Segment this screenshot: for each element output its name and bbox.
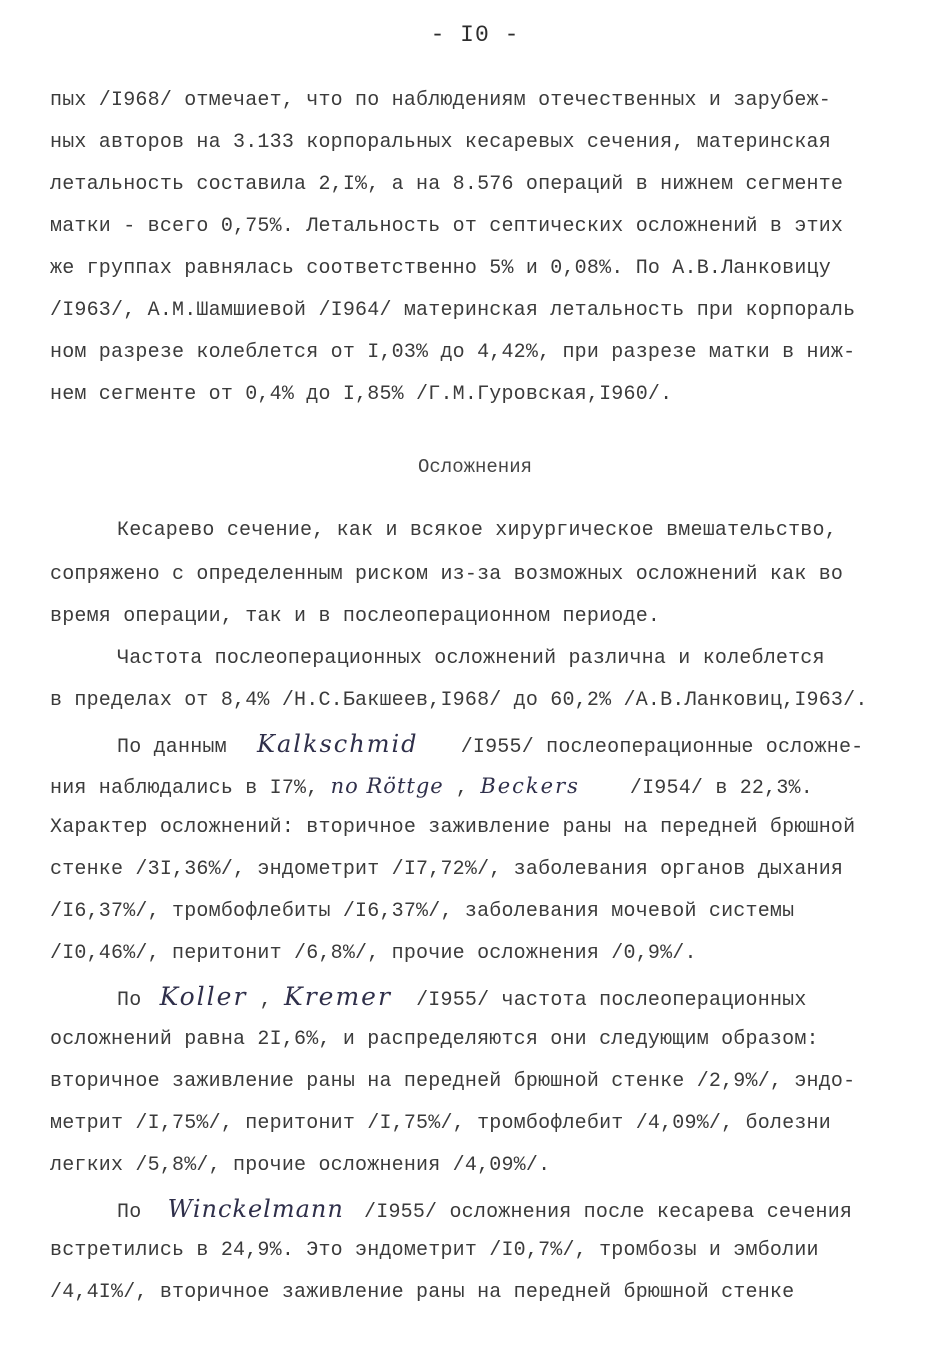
text-fragment: , — [247, 989, 285, 1012]
text-line: метрит /I,75%/, перитонит /I,75%/, тромбофлебит /4,09%/, болезни — [50, 1112, 831, 1135]
text-fragment: По данным — [117, 736, 227, 759]
text-line — [50, 773, 813, 802]
text-line — [117, 731, 863, 761]
text-fragment: По — [117, 1201, 142, 1224]
text-line: ных авторов на 3.133 корпоральных кесаревых сечения, материнская — [50, 131, 831, 154]
text-line: осложнений равна 2I,6%, и распределяются они следующим образом: — [50, 1028, 819, 1051]
text-line: /I6,37%/, тромбофлебиты /I6,37%/, заболевания мочевой системы — [50, 900, 795, 923]
text-line: вторичное заживление раны на передней брюшной стенке /2,9%/, эндо- — [50, 1070, 856, 1093]
text-line: нем сегменте от 0,4% до I,85% /Г.М.Гуровская,I960/. — [50, 383, 673, 406]
text-fragment: По — [117, 989, 142, 1012]
text-line: время операции, так и в послеоперационном периоде. — [50, 605, 661, 628]
text-fragment: /I955/ частота послеоперационных — [416, 989, 807, 1012]
text-line: /4,4I%/, вторичное заживление раны на передней брюшной стенке — [50, 1281, 795, 1304]
handwritten-author: Beckers — [480, 774, 580, 798]
handwritten-author: Winckelmann — [167, 1195, 344, 1223]
text-line — [117, 984, 807, 1014]
text-line: в пределах от 8,4% /Н.С.Бакшеев,I968/ до 60,2% /А.В.Ланковиц,I963/. — [50, 689, 868, 712]
text-fragment: /I954/ в 22,3%. — [629, 777, 813, 800]
text-fragment: /I955/ послеоперационные осложне- — [460, 736, 864, 759]
text-line: стенке /3I,36%/, эндометрит /I7,72%/, заболевания органов дыхания — [50, 858, 844, 881]
text-line: Характер осложнений: вторичное заживление раны на передней брюшной — [50, 816, 856, 839]
text-line: пых /I968/ отмечает, что по наблюдениям отечественных и зарубеж- — [50, 89, 831, 112]
text-line: Частота послеоперационных осложнений различна и колеблется — [117, 647, 825, 670]
text-line: матки - всего 0,75%. Летальность от септических осложнений в этих — [50, 215, 844, 238]
handwritten-author: по Röttge — [330, 774, 444, 798]
text-line: встретились в 24,9%. Это эндометрит /I0,7%/, тромбозы и эмболии — [50, 1239, 819, 1262]
text-line: сопряжено с определенным риском из-за возможных осложнений как во — [50, 563, 844, 586]
section-heading: Осложнения — [417, 456, 533, 478]
text-fragment: , — [443, 777, 481, 800]
text-line — [117, 1196, 852, 1226]
text-line: летальность составила 2,I%, а на 8.576 операций в нижнем сегменте — [50, 173, 844, 196]
text-line: ном разрезе колеблется от I,03% до 4,42%, при разрезе матки в ниж- — [50, 341, 856, 364]
handwritten-author: Kalkschmid — [257, 730, 419, 758]
page-number: - I0 - — [430, 22, 520, 48]
text-fragment: ния наблюдались в I7%, — [50, 777, 331, 800]
text-line: Кесарево сечение, как и всякое хирургическое вмешательство, — [117, 519, 837, 542]
text-fragment: /I955/ осложнения после кесарева сечения — [364, 1201, 853, 1224]
handwritten-author: Koller — [159, 982, 248, 1011]
text-line: же группах равнялась соответственно 5% и 0,08%. По А.В.Ланковицу — [50, 257, 831, 280]
text-line: легких /5,8%/, прочие осложнения /4,09%/. — [50, 1154, 551, 1177]
text-line: /I0,46%/, перитонит /6,8%/, прочие осложнения /0,9%/. — [50, 942, 697, 965]
handwritten-author: Kremer — [284, 982, 392, 1011]
text-line: /I963/, А.М.Шамшиевой /I964/ материнская летальность при корпораль — [50, 299, 856, 322]
